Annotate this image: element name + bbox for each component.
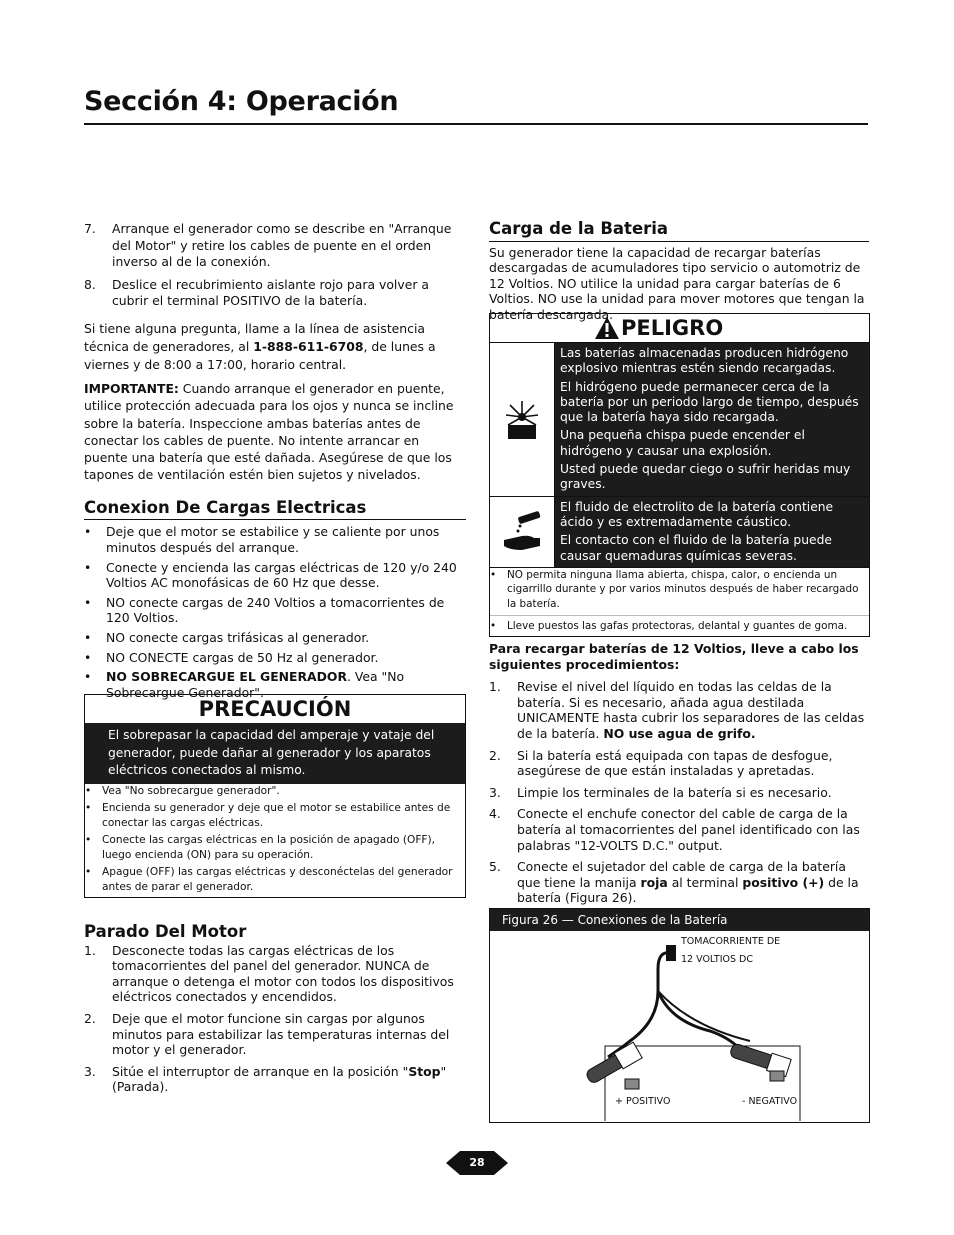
list-item: • Apague (OFF) las cargas eléctricas y desconéctelas del generador antes de parar el generador. [85,866,453,893]
important-text: Cuando arranque el generador en puente, utilice protección adecuada para los ojos y nunca se incline sobre la batería. Inspeccione ambas baterías antes de conectar los cables de puente. No intente arrancar en puente una batería que esté dañada. Asegúrese de que los tapones de ventilación estén bien sujetos y nivelados. [84,380,454,483]
list-item [84,1011,466,1058]
danger-row-explosion [490,342,869,496]
danger-line: Las baterías almacenadas producen hidrógeno explosivo mientras estén siendo recargadas. [560,346,849,376]
step-number: 7. [84,221,96,236]
list-item [84,1064,466,1095]
step-text: Si la batería está equipada con tapas de desfogue, asegúrese de que están instaladas y apretadas. [517,747,833,779]
warning-triangle-icon [594,316,620,340]
list-text: . Vea "No Sobrecargue Generador". [106,669,405,700]
step-text: Arranque el generador como se describe en "Arranque del Motor" y retire los cables de puente en el orden inverso al de la conexión. [112,221,452,270]
help-text: Si tiene alguna pregunta, llame a la línea de asistencia técnica de generadores, al [84,320,425,354]
list-item [84,277,466,310]
list-item: • Deje que el motor se estabilice y se caliente por unos minutos después del arranque. [84,524,440,555]
battery-heading: Carga de la Bateria [489,221,869,242]
list-bold-text: NO SOBRECARGUE EL GENERADOR [106,669,347,685]
list-text: Apague (OFF) las cargas eléctricas y desconéctelas del generador antes de parar el generador. [102,866,453,893]
figure-label-positive: + POSITIVO [615,1096,671,1107]
list-item: • NO CONECTE cargas de 50 Hz al generador. [84,649,379,665]
list-item [489,748,869,779]
page-title: Sección 4: Operación [84,86,399,117]
list-item [489,859,869,906]
list-text: NO conecte cargas de 240 Voltios a tomacorrientes de 120 Voltios. [106,594,445,626]
step-text: Deje que el motor funcione sin cargas por algunos minutos para estabilizar las temperaturas internas del motor y el generador. [112,1010,450,1058]
danger-line: Una pequeña chispa puede encender el hidrógeno y causar una explosión. [560,428,805,458]
danger-line: El hidrógeno puede permanecer cerca de la batería por un periodo largo de tiempo, después que la batería haya sido recargada. [560,379,859,425]
list-item: • Conecte y encienda las cargas eléctricas de 120 y/o 240 Voltios AC monofásicas de 60 Hz que desse. [84,559,457,591]
stop-heading: Parado Del Motor [84,922,247,941]
page-number: 28 [469,1156,485,1169]
danger-line: Usted puede quedar ciego o sufrir heridas muy graves. [560,462,851,492]
danger-list [490,567,869,633]
explosion-icon [490,343,555,496]
procedure-heading: Para recargar baterías de 12 Voltios, lleve a cabo los siguientes procedimientos: [489,641,859,672]
loads-list [84,524,466,700]
step-text: Limpie los terminales de la batería si es necesario. [517,784,832,800]
list-text: Conecte las cargas eléctricas en la posición de apagado (OFF), luego encienda (ON) para su operación. [102,834,436,861]
list-item [489,785,869,801]
step-text: Desconecte todas las cargas eléctricas de los tomacorrientes del panel del generador. NUNCA de arranque o detenga el motor con todos los dispositivos eléctricos conectados y encendidos. [112,942,454,1005]
caution-list [85,784,465,895]
important-label: IMPORTANTE: [84,380,179,396]
title-rule [84,123,868,125]
step-bold-text: NO use agua de grifo. [603,725,756,741]
step-bold-text: roja [640,874,668,890]
step-number: 1. [84,942,96,958]
step-text: Revise el nivel del líquido en todas las celdas de la batería. Si es necesario, añada agua destilada UNICAMENTE hasta cubrir los separadores de las celdas de la batería. [517,679,865,741]
danger-row-acid [490,496,869,567]
step-text: " (Parada). [112,1063,447,1095]
step-text: Conecte el enchufe conector del cable de carga de la batería al tomacorrientes del panel identificado con las palabras "12-VOLTS D.C." output. [517,806,860,853]
procedure-steps [489,679,869,906]
figure-26 [489,908,870,1123]
figure-caption: Figura 26 — Conexiones de la Batería [490,909,869,931]
list-text: NO conecte cargas trifásicas al generador. [106,629,370,645]
battery-connection-illustration [490,931,869,1122]
list-text: Deje que el motor se estabilice y se caliente por unos minutos después del arranque. [106,524,440,555]
page-number-badge [446,1151,508,1175]
help-phone: 1-888-611-6708 [253,338,364,354]
step-bold-text: positivo (+) [742,874,825,890]
loads-heading: Conexion De Cargas Electricas [84,500,466,521]
step-text: Conecte el sujetador del cable de carga de la batería que tiene la manija [517,859,846,890]
left-column [84,221,466,704]
list-item: • NO permita ninguna llama abierta, chispa, calor, o encienda un cigarrillo durante y por varios minutos después de haber recargado la batería. [490,568,869,616]
explosion-hazard-icon [500,397,544,441]
step-number: 2. [84,1010,96,1026]
acid-icon [490,497,555,567]
step-number: 8. [84,276,96,292]
figure-label-outlet-1: TOMACORRIENTE DE [681,936,781,947]
danger-line: El contacto con el fluido de la batería puede causar quemaduras químicas severas. [560,533,832,563]
figure-label-outlet-2: 12 VOLTIOS DC [681,954,753,965]
list-text: Conecte y encienda las cargas eléctricas de 120 y/o 240 Voltios AC monofásicas de 60 Hz que desse. [106,559,457,591]
list-item: • NO SOBRECARGUE EL GENERADOR. Vea "No Sobrecargue Generador". [84,669,405,700]
danger-header [490,314,869,342]
intro-steps [84,221,466,310]
caution-bar: El sobrepasar la capacidad del amperaje y vataje del generador, puede dañar al generador y los aparatos eléctricos conectados al mismo. [85,723,465,784]
figure-label-negative: - NEGATIVO [742,1096,798,1107]
list-text: Vea "No sobrecargue generador". [102,784,280,797]
step-number: 3. [489,784,501,800]
battery-intro: Su generador tiene la capacidad de recargar baterías descargadas de acumuladores tipo servicio o automotriz de 12 Voltios. NO utilice la unidad para cargar baterías de 6 Voltios. NO use la unidad para mover motores que tengan la batería descargada. [489,244,865,322]
caution-heading: PRECAUCIÓN [198,697,352,721]
step-text: al terminal [667,874,743,890]
stop-section [84,924,466,1101]
list-text: NO CONECTE cargas de 50 Hz al generador. [106,649,379,665]
list-item: • NO conecte cargas de 240 Voltios a tomacorrientes de 120 Voltios. [84,594,445,626]
list-item: • Conecte las cargas eléctricas en la posición de apagado (OFF), luego encienda (ON) para su operación. [85,834,436,861]
danger-acid-text [555,497,869,567]
stop-steps [84,943,466,1095]
list-text: Encienda su generador y deje que el motor se estabilice antes de conectar las cargas eléctricas. [102,802,451,829]
danger-box [489,313,870,637]
step-number: 5. [489,859,501,875]
list-item: • Lleve puestos las gafas protectoras, delantal y guantes de goma. [490,619,848,632]
step-bold-text: Stop [408,1063,441,1079]
step-text: de la batería (Figura 26). [517,874,859,906]
step-number: 2. [489,747,501,763]
help-paragraph [84,320,466,374]
caution-box [84,694,466,898]
step-number: 4. [489,806,501,822]
procedure-section [489,641,869,912]
step-text: Deslice el recubrimiento aislante rojo para volver a cubrir el terminal POSITIVO de la batería. [112,276,429,309]
corrosive-hand-icon [500,510,544,554]
list-item: • NO conecte cargas trifásicas al generador. [84,629,370,645]
list-item: • Vea "No sobrecargue generador". [85,784,280,797]
list-text: NO permita ninguna llama abierta, chispa, calor, o encienda un cigarrillo durante y por varios minutos después de haber recargado la batería. [507,568,859,611]
danger-line: El fluido de electrolito de la batería contiene ácido y es extremadamente cáustico. [560,499,834,529]
danger-explosion-text [555,343,869,496]
important-paragraph [84,380,466,484]
step-number: 1. [489,679,501,695]
help-text: , de lunes a viernes y de 8:00 a 17:00, horario central. [84,338,436,372]
list-item [489,806,869,853]
list-item [84,943,466,1005]
step-text: Sitúe el interruptor de arranque en la posición " [112,1063,409,1079]
list-item [84,221,466,271]
step-number: 3. [84,1063,96,1079]
danger-heading: PELIGRO [621,316,724,340]
list-text: Lleve puestos las gafas protectoras, delantal y guantes de goma. [507,619,848,632]
list-item: • Encienda su generador y deje que el motor se estabilice antes de conectar las cargas eléctricas. [85,802,451,829]
list-item [489,679,869,741]
